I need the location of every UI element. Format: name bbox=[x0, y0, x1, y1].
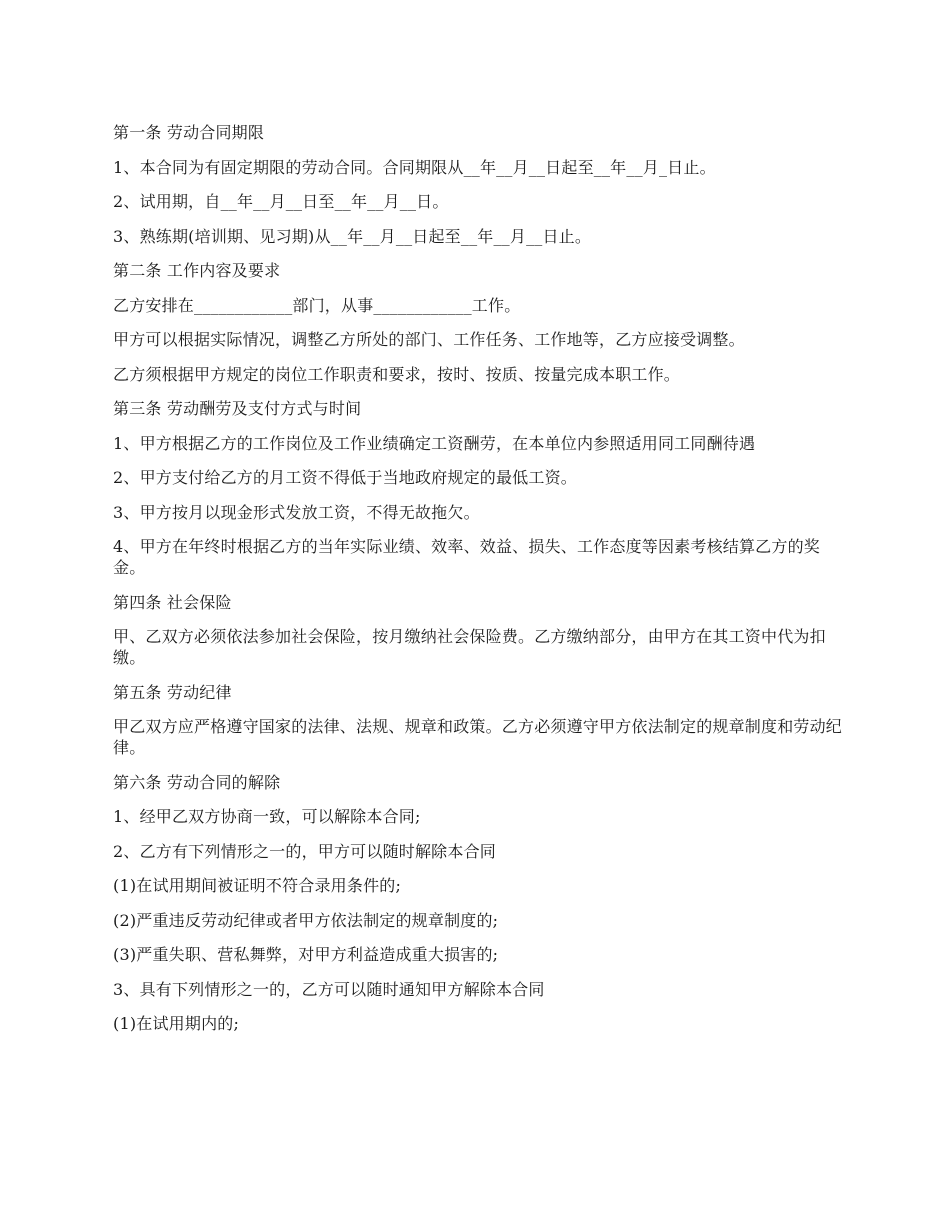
article-6-clause-2-item-3: (3)严重失职、营私舞弊，对甲方利益造成重大损害的; bbox=[113, 945, 499, 964]
article-3-clause-4: 4、甲方在年终时根据乙方的当年实际业绩、效率、效益、损失、工作态度等因素考核结算乙方的奖金。 bbox=[113, 537, 820, 577]
article-1-clause-1: 1、本合同为有固定期限的劳动合同。合同期限从__年__月__日起至__年__月_日止。 bbox=[113, 157, 716, 177]
article-6-clause-3-item-1: (1)在试用期内的; bbox=[113, 1014, 240, 1033]
article-5-paragraph-1: 甲乙双方应严格遵守国家的法律、法规、规章和政策。乙方必须遵守甲方依法制定的规章制度和劳动纪律。 bbox=[113, 717, 843, 757]
article-3-clause-1: 1、甲方根据乙方的工作岗位及工作业绩确定工资酬劳，在本单位内参照适用同工同酬待遇 bbox=[113, 433, 756, 453]
article-6-clause-2: 2、乙方有下列情形之一的，甲方可以随时解除本合同 bbox=[113, 841, 496, 861]
article-1-heading: 第一条 劳动合同期限 bbox=[113, 123, 265, 142]
article-6-clause-3: 3、具有下列情形之一的，乙方可以随时通知甲方解除本合同 bbox=[113, 979, 545, 999]
article-6-clause-2-item-1: (1)在试用期间被证明不符合录用条件的; bbox=[113, 876, 402, 895]
article-2-heading: 第二条 工作内容及要求 bbox=[113, 261, 281, 280]
article-4-heading: 第四条 社会保险 bbox=[113, 592, 232, 612]
article-2-paragraph-2: 甲方可以根据实际情况，调整乙方所处的部门、工作任务、工作地等，乙方应接受调整。 bbox=[113, 330, 745, 349]
article-1-clause-2: 2、试用期，自__年__月__日至__年__月__日。 bbox=[113, 192, 449, 211]
article-1-clause-3: 3、熟练期(培训期、见习期)从__年__月__日起至__年__月__日止。 bbox=[113, 226, 592, 246]
article-2-paragraph-1: 乙方安排在____________部门，从事____________工作。 bbox=[113, 295, 521, 315]
article-4-paragraph-1: 甲、乙双方必须依法参加社会保险，按月缴纳社会保险费。乙方缴纳部分，由甲方在其工资中代为扣缴。 bbox=[113, 627, 826, 667]
article-2-paragraph-3: 乙方须根据甲方规定的岗位工作职责和要求，按时、按质、按量完成本职工作。 bbox=[113, 364, 681, 384]
article-3-heading: 第三条 劳动酬劳及支付方式与时间 bbox=[113, 399, 362, 418]
article-6-heading: 第六条 劳动合同的解除 bbox=[113, 772, 281, 792]
article-3-clause-3: 3、甲方按月以现金形式发放工资，不得无故拖欠。 bbox=[113, 502, 480, 522]
article-6-clause-1: 1、经甲乙双方协商一致，可以解除本合同; bbox=[113, 807, 421, 826]
article-5-heading: 第五条 劳动纪律 bbox=[113, 682, 232, 702]
article-3-clause-2: 2、甲方支付给乙方的月工资不得低于当地政府规定的最低工资。 bbox=[113, 468, 577, 487]
article-6-clause-2-item-2: (2)严重违反劳动纪律或者甲方依法制定的规章制度的; bbox=[113, 910, 499, 930]
document-page bbox=[113, 122, 848, 1048]
